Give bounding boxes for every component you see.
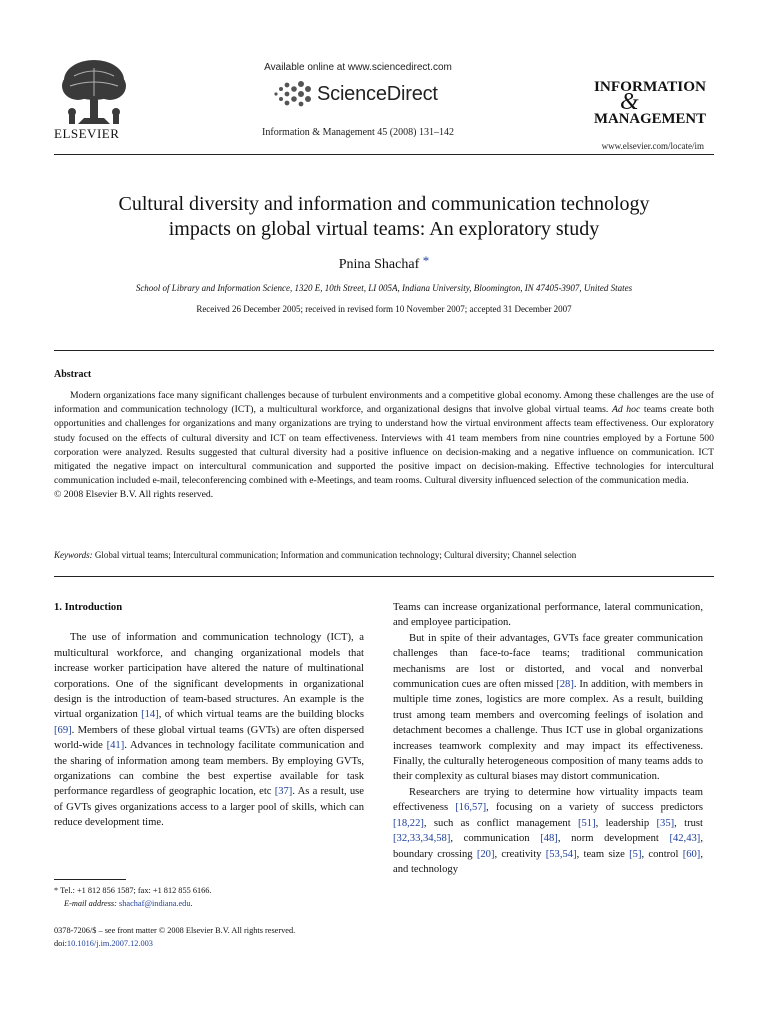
body-text: . Advances in technology facilitate communication and the sharing of information among team members. By employing GVTs, organizations can combine the best expertise available for task performance regardless of geographic location, etc xyxy=(54,740,365,798)
doi-label: doi: xyxy=(54,939,67,948)
keywords-line xyxy=(54,550,576,560)
sciencedirect-logo xyxy=(272,80,438,108)
body-paragraph xyxy=(393,631,703,785)
abstract-text-italic: Ad hoc xyxy=(611,404,641,416)
publisher-name: ELSEVIER xyxy=(54,126,120,141)
abstract-paragraph xyxy=(54,389,714,488)
article-title-line2: impacts on global virtual teams: An exploratory study xyxy=(168,218,600,240)
article-author xyxy=(54,253,714,273)
abstract-text: Modern organizations face many significant challenges because of turbulent environments and a competitive global economy. Among xyxy=(70,390,593,401)
body-text: The use of information and communication technology (ICT), a multicultural workforce, and changing organizational models that increase worker participation have altered the nature of multinational corporations. One of the significant developments in organizational design is the introduction of team-based structures. An example is the virtual organization xyxy=(54,632,364,721)
doi-line xyxy=(54,937,384,950)
abstract-text: negative impact on intercultural communication and supported the positive impact on decision-making. Effective technologies for xyxy=(113,461,662,473)
citation-link[interactable]: [20] xyxy=(476,848,495,860)
journal-citation: Information & Management 45 (2008) 131–142 xyxy=(262,127,454,138)
body-text: , of which virtual teams are the building blocks xyxy=(158,709,364,721)
body-text: Researchers are trying to determine how virtuality impacts team effectiveness xyxy=(393,786,703,814)
front-matter-issn: 0378-7206/$ – see front matter © 2008 Elsevier B.V. All rights reserved. xyxy=(54,926,296,935)
abstract-heading: Abstract xyxy=(54,369,92,380)
body-text: , such as conflict management xyxy=(423,817,578,829)
citation-link[interactable]: [5] xyxy=(629,848,642,860)
citation-link[interactable]: [35] xyxy=(656,817,675,829)
doi-link[interactable]: 10.1016/j.im.2007.12.003 xyxy=(66,939,153,948)
body-text: , norm development xyxy=(557,833,670,845)
sciencedirect-wordmark: ScienceDirect xyxy=(317,82,438,105)
citation-link[interactable]: [14] xyxy=(141,709,159,721)
citation-link[interactable]: [53,54] xyxy=(545,848,577,860)
citation-link[interactable]: [42,43] xyxy=(669,833,701,845)
body-text: But in spite of their advantages, GVTs face greater communication challenges than face-to-face teams; traditional communication mechanisms are lost or distorted, and vocal and nonverbal communication cues are often missed xyxy=(393,632,703,691)
citation-link[interactable]: [28] xyxy=(556,679,574,691)
footnote-contact: * Tel.: +1 812 856 1587; fax: +1 812 855 6166. xyxy=(54,886,212,895)
abstract-text: on team effectiveness. Interviews with 41 team members from nine countries employed by a Fortune 500 corporation were analyzed. Results xyxy=(54,432,714,458)
body-text: . Members of these global virtual teams (GVTs) are often dispersed world-wide xyxy=(54,724,364,752)
citation-link[interactable]: [60] xyxy=(682,848,701,860)
abstract-text: involve global virtual teams. xyxy=(494,404,612,416)
body-text: , leadership xyxy=(595,817,657,829)
body-text: , communication xyxy=(450,833,541,845)
journal-logo-line2: MANAGEMENT xyxy=(594,111,706,127)
body-paragraph xyxy=(393,785,703,877)
abstract-top-divider xyxy=(54,350,714,351)
right-column xyxy=(393,600,703,877)
abstract-bottom-divider xyxy=(54,576,714,577)
intro-paragraph xyxy=(54,630,364,830)
sciencedirect-dots-icon xyxy=(272,80,314,108)
footnote-email-line xyxy=(54,897,364,910)
abstract-text: selection of the communication media. xyxy=(538,475,689,487)
body-text: . As a result, use of GVTs gives organizations access to a larger pool of skills, which can reduce development time. xyxy=(54,786,364,829)
citation-link[interactable]: [41] xyxy=(106,740,125,752)
left-column xyxy=(54,600,364,831)
author-affiliation: School of Library and Information Science, 1320 E, 10th Street, LI 005A, Indiana University, Bloomington, IN 47405-3907, United States xyxy=(135,283,633,293)
header-divider xyxy=(54,154,714,155)
citation-link[interactable]: [32,33,34,58] xyxy=(393,833,451,845)
body-text: , control xyxy=(641,848,683,860)
section-heading-introduction: 1. Introduction xyxy=(54,602,123,613)
information-management-journal-logo xyxy=(594,75,706,127)
journal-logo-ampersand: & xyxy=(620,89,639,115)
body-paragraph: Teams can increase organizational performance, lateral communication, and employee participation. xyxy=(393,602,703,629)
citation-link[interactable]: [16,57] xyxy=(455,802,487,814)
citation-link[interactable]: [18,22] xyxy=(393,817,424,829)
article-title-line1: Cultural diversity and information and communication technology xyxy=(118,193,650,215)
keywords-label: Keywords: xyxy=(54,550,93,560)
citation-link[interactable]: [48] xyxy=(540,833,558,845)
citation-link[interactable]: [51] xyxy=(577,817,596,829)
body-text: , and technology xyxy=(393,848,703,875)
abstract-text: understand how the virtual environment affects team effectiveness. Our exploratory study focused on the effects of cultural diversity and ICT xyxy=(54,418,714,444)
abstract-text: teams create both opportunities and challenges for organizations and many organizations are trying to xyxy=(54,404,715,430)
email-link[interactable]: shachaf@indiana.edu xyxy=(119,899,191,908)
journal-url-link[interactable]: www.elsevier.com/locate/im xyxy=(601,141,704,151)
author-footnote xyxy=(54,884,364,910)
citation-link[interactable]: [69] xyxy=(54,724,72,736)
body-text: , trust xyxy=(674,817,703,829)
journal-logo-line1: INFORMATION xyxy=(594,79,706,95)
body-text: , boundary crossing xyxy=(393,833,703,860)
abstract-text: intercultural communication included e-mail, teleconferencing combined with e-Meetings, and team rooms. Cultural diversity influenced xyxy=(54,461,714,487)
body-text: . In addition, with members in multiple time zones, logistics are more complex. As a result, building trust among team members and overcoming feelings of isolation and detachment becomes a challenge. Thus ICT use in global organizations increases teamwork complexity and may impact its effectiveness. Finally, the culturally heterogeneous composition of many teams adds to their complexity as cultural biases may distort communication. xyxy=(393,679,703,783)
author-name: Pnina Shachaf xyxy=(338,257,420,272)
abstract-body xyxy=(54,389,714,503)
body-text: , creativity xyxy=(494,848,546,860)
copyright-notice: © 2008 Elsevier B.V. All rights reserved. xyxy=(54,489,214,501)
email-label: E-mail address: xyxy=(64,899,117,908)
article-title xyxy=(54,192,714,242)
body-text: , team size xyxy=(576,848,630,860)
article-history-dates: Received 26 December 2005; received in revised form 10 November 2007; accepted 31 December 2007 xyxy=(196,304,572,314)
keywords-list: Global virtual teams; Intercultural communication; Information and communication technology; Cultural diversity; Channel selection xyxy=(94,550,577,560)
front-matter-block xyxy=(54,924,384,950)
author-footnote-mark[interactable]: * xyxy=(422,253,430,268)
abstract-text: these challenges are the use of information and communication technology (ICT), a multicultural workforce, and organizational designs that xyxy=(54,390,715,416)
abstract-text: suggested that cultural diversity had a positive influence on decision-making and a negative influence on communication. ICT mitigated the xyxy=(54,446,714,473)
footnote-divider xyxy=(54,879,126,880)
footnote-period: . xyxy=(190,899,193,908)
citation-link[interactable]: [37] xyxy=(274,786,293,798)
available-online-text: Available online at www.sciencedirect.com xyxy=(264,62,452,73)
body-text: , focusing on a variety of success predictors xyxy=(486,802,703,814)
